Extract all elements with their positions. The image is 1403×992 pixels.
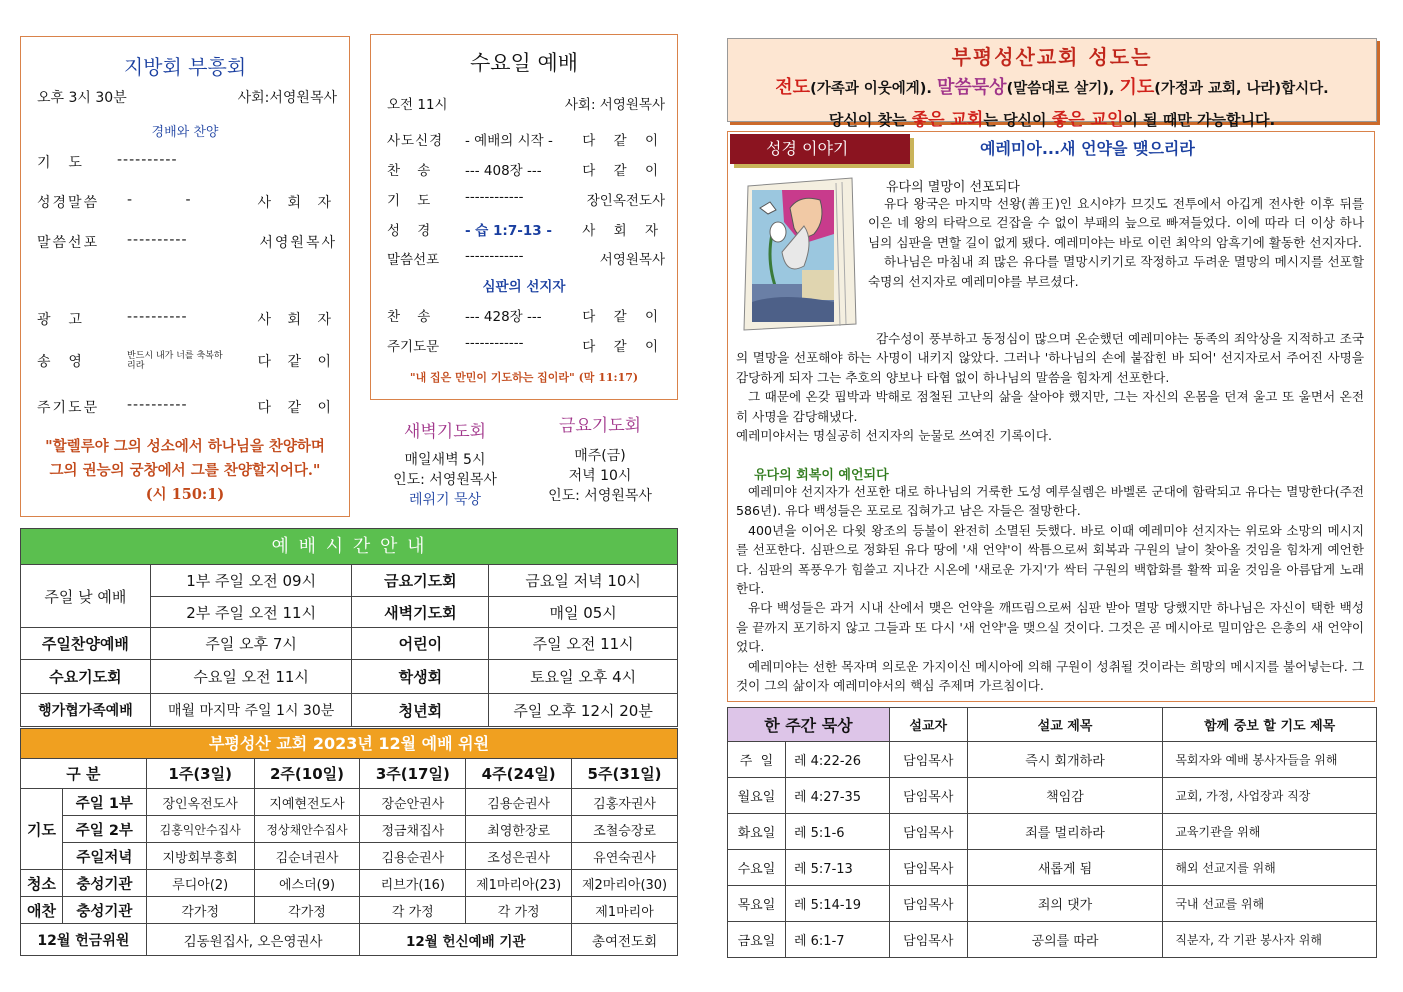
table-row: 청소 충성기관 루디아(2) 에스더(9) 리브가(16) 제1마리아(23) 제2마리아(30) <box>21 870 678 897</box>
wednesday-box <box>370 34 678 400</box>
committee-header: 부평성산 교회 2023년 12월 예배 위원 <box>20 728 678 758</box>
table-row: 주일찬양예배 주일 오후 7시 어린이 주일 오전 11시 <box>21 628 678 660</box>
story-para-group-3 <box>736 482 1364 695</box>
story-paragraph: 감수성이 풍부하고 동정심이 많으며 온순했던 예레미야는 동족의 죄악상을 지적하고 조국의 멸망을 선포해야 하는 사명이 내키지 않았다. 그러나 '하나님의 손에 붙잡힌 바 되어' 선지자로서 주어진 사명을 감당하게 되자 그는 추호의 양보나 타협 없이 하나님의 말씀을 힘차게 선포한다. <box>736 331 1364 385</box>
table-row: 수요일 레 5:7-13 담임목사 새롭게 됨 해외 선교지를 위해 <box>728 850 1377 886</box>
banner-line1: 전도(가족과 이웃에게). 말씀묵상(말씀대로 살기), 기도(가정과 교회, 나라)합시다. <box>775 77 1329 98</box>
story-paragraph: 그 때문에 온갖 핍박과 박해로 점철된 고난의 삶을 살아야 했지만, 그는 자신의 온몸을 던져 울고 또 울면서 온전히 사명을 감당해냈다. <box>736 389 1364 424</box>
story-paragraph: 유다 백성들은 과거 시내 산에서 맺은 언약을 깨뜨림으로써 심판 받아 멸망 당했지만 하나님은 자신이 택한 백성을 끝까지 포기하지 않고 그들과 또 다시 '새 언약'을 맺으실 것이다. 그것은 곧 메시아로 밀미암은 은총의 새 언약이었다. <box>736 600 1364 655</box>
story-para-group-1 <box>868 194 1364 291</box>
table-row: 행가협가족예배 매월 마지막 주일 1시 30분 청년회 주일 오후 12시 20분 <box>21 694 678 727</box>
table-row: 주 일 레 4:22-26 담임목사 즉시 회개하라 목회자와 예배 봉사자들을 위해 <box>728 742 1377 778</box>
table-row: 애찬 충성기관 각가정 각가정 각 가정 각 가정 제1마리아 <box>21 897 678 924</box>
table-row: 금요일 레 6:1-7 담임목사 공의를 따라 직분자, 각 기관 봉사자 위해 <box>728 922 1377 958</box>
story-paragraph: 유다 왕국은 마지막 선왕(善王)인 요시야가 므깃도 전투에서 아깁게 전사한 이후 뒤를 이은 네 왕의 타락으로 걷잡을 수 없이 부패의 늪으로 빠져들었다. 이에 따라 더 이상 하나님의 심판을 면할 길이 없게 됐다. 예레미야는 바로 이런 최악의 암흑기에 활동한 선지자다. <box>868 196 1364 250</box>
story-paragraph: 400년을 이어온 다윗 왕조의 등불이 완전히 소멸된 듯했다. 바로 이때 예레미야 선지자는 위로와 소망의 메시지를 선포한다. 심판으로 정화된 유다 땅에 '새 언약'이 싹틈으로써 회복과 구원의 날이 찾아올 것임을 힘차게 예언한다. 심판의 폭풍우가 힘쓸고 지나간 시온에 '새로운 가지'가 싹터 구원의 백합화를 활짝 피울 것임을 아름답게 노래한다. <box>736 522 1364 597</box>
story-heading-1: 유다의 멸망이 선포되다 <box>886 180 1020 195</box>
friday-prayer-block: 금요기도회 매주(금) 저녁 10시 인도: 서영원목사 <box>530 416 670 506</box>
schedule-table: 주일 낮 예배 1부 주일 오전 09시 금요기도회 금요일 저녁 10시 2부 주일 오전 11시 새벽기도회 매일 05시 주일찬양예배 주일 오후 7시 어린이 주일 오전 11시 수요기도회 수요일 오전 11시 학생회 토요일 오후 4시 행가협가족예배 매월 마지막 주일 1시 30분 청년회 주일 오후 12시 20분 <box>20 564 678 727</box>
table-row: 주일 2부 김홍익안수집사 정상채안수집사 정금채집사 최영한장로 조철승장로 <box>21 816 678 843</box>
revival-item: 기 도 ---------- <box>37 152 178 171</box>
revival-section-label: 경배와 찬양 <box>151 125 219 140</box>
revival-item: 광 고 ---------- 사 회 자 <box>37 309 337 328</box>
revival-verse: "할렐루야 그의 성소에서 하나님을 찬양하며 그의 권능의 궁창에서 그를 찬양할지어다." (시 150:1) <box>45 438 325 503</box>
table-row: 월요일 레 4:27-35 담임목사 책임감 교회, 가정, 사업장과 직장 <box>728 778 1377 814</box>
revival-item: 말씀선포 ---------- 서영원목사 <box>37 232 337 251</box>
revival-host: 사회:서영원목사 <box>237 90 337 106</box>
table-row: 목요일 레 5:14-19 담임목사 죄의 댓가 국내 선교를 위해 <box>728 886 1377 922</box>
table-row: 화요일 레 5:1-6 담임목사 죄를 멀리하라 교육기관을 위해 <box>728 814 1377 850</box>
wed-item: 찬 송 --- 428장 --- 다 같 이 <box>387 309 665 325</box>
bible-story-title: 예레미아...새 언약을 맺으리라 <box>980 139 1195 158</box>
wed-item: 말씀선포 ------------ 서영원목사 <box>387 248 665 268</box>
story-para-group-2 <box>736 329 1364 445</box>
story-paragraph: 예레미야 선지자가 선포한 대로 하나님의 거룩한 도성 예루실렘은 바벨론 군대에 함락되고 유다는 멸망한다(주전 586년). 유다 백성들은 포로로 집혀가고 남은 자들은 절망한다. <box>736 484 1364 519</box>
revival-time: 오후 3시 30분 <box>37 90 127 106</box>
wed-item: 기 도 ------------ 장인옥전도사 <box>387 189 665 209</box>
jeremiah-illustration <box>742 174 860 332</box>
wed-sermon-title: 심판의 선지자 <box>482 279 566 295</box>
dawn-prayer-block: 새벽기도회 매일새벽 5시 인도: 서영원목사 레위기 묵상 <box>380 422 510 510</box>
wed-time: 오전 11시 <box>387 97 448 113</box>
sunday-label: 주일 낮 예배 <box>21 565 151 628</box>
story-paragraph: 예레미야는 선한 목자며 의로운 가지이신 메시아에 의해 구원이 성취될 것이라는 희망의 메시지를 불어넣는다. 그것이 그의 삶이자 예레미야서의 핵심 주제며 가르침이다. <box>736 658 1364 694</box>
wed-item: 주기도문 ------------ 다 같 이 <box>387 335 665 355</box>
table-row: 기도 주일 1부 장인옥전도사 지예현전도사 장순안권사 김용순권사 김홍자권사 <box>21 789 678 816</box>
friday-prayer-title: 금요기도회 <box>558 416 642 436</box>
story-paragraph: 하나님은 마침내 죄 많은 유다를 멸망시키기로 작정하고 두려운 멸망의 메시지를 선포할 숙명의 선지자로 예레미야를 부르셨다. <box>868 254 1364 289</box>
schedule-header: 예 배 시 간 안 내 <box>20 528 678 564</box>
weekly-head-title: 한 주간 묵상 <box>728 708 890 742</box>
story-heading-2: 유다의 회복이 예언되다 <box>754 468 889 483</box>
revival-item: 주기도문 ---------- 다 같 이 <box>37 397 337 416</box>
church-banner <box>727 38 1377 130</box>
wed-host: 사회: 서영원목사 <box>564 97 665 113</box>
bible-story-box <box>727 131 1375 702</box>
revival-item: 성경말씀 - - 사 회 자 <box>37 192 337 211</box>
dawn-prayer-title: 새벽기도회 <box>403 422 487 442</box>
table-row: 12월 헌금위원 김동원집사, 오은영권사 12월 헌신예배 기관 총여전도회 <box>21 924 678 956</box>
wed-item: 찬 송 --- 408장 --- 다 같 이 <box>387 163 665 179</box>
district-revival-box <box>20 36 350 517</box>
table-row: 주일저녁 지방회부흥회 김순녀권사 김용순권사 조성은권사 유연숙권사 <box>21 843 678 870</box>
district-revival-title: 지방회 부흥회 <box>123 55 247 79</box>
story-paragraph: 예레미야서는 명실공히 선지자의 눈물로 쓰여진 기록이다. <box>736 428 1052 444</box>
revival-item: 송 영 반드시 내가 너를 축복하리라 다 같 이 <box>37 351 337 371</box>
wed-verse: "내 집은 만민이 기도하는 집이라" (막 11:17) <box>409 371 639 384</box>
weekly-meditation-table: 한 주간 묵상 설교자 설교 제목 함께 중보 할 기도 제목 주 일 레 4:22-26 담임목사 즉시 회개하라 목회자와 예배 봉사자들을 위해 월요일 레 4:27-35 담임목사 책임감 교회, 가정, 사업장과 직장 화요일 레 5:1-6 담임목사 죄를 멀리하라 교육기관을 위해 수요일 레 5:7-13 담임목사 새롭게 됨 해외 선교지를 위해 목요일 레 5:14-19 담임목사 죄의 댓가 국내 선교를 위해 금요일 레 6:1-7 담임목사 공의를 따라 직분자, 각 기관 봉사자 위해 <box>727 707 1377 958</box>
committee-table: 구 분 1주(3일) 2주(10일) 3주(17일) 4주(24일) 5주(31일) 기도 주일 1부 장인옥전도사 지예현전도사 장순안권사 김용순권사 김홍자권사 주일 2부 김홍익안수집사 정상채안수집사 정금채집사 최영한장로 조철승장로 주일저녁 지방회부흥회 김순녀권사 김용순권사 조성은권사 유연숙권사 청소 충성기관 루디아(2) 에스더(9) 리브가(16) 제1마리아(23) 제2마리아(30) 애찬 충성기관 각가정 각가정 각 가정 각 가정 제1마리아 12월 헌금위원 김동원집사, 오은영권사 12월 헌신예배 기관 총여전도회 <box>20 758 678 956</box>
banner-title: 부평성산교회 성도는 <box>951 45 1153 69</box>
banner-line2: 당신이 찾는 좋은 교회는 당신이 좋은 교인이 될 때만 가능합니다. <box>828 110 1276 130</box>
wednesday-title: 수요일 예배 <box>469 51 579 75</box>
wed-item: 사도신경 - 예배의 시작 - 다 같 이 <box>387 133 665 149</box>
bible-story-tag: 성경 이야기 <box>730 134 910 164</box>
wed-item: 성 경 - 습 1:7-13 - 사 회 자 <box>387 223 665 239</box>
table-row: 수요기도회 수요일 오전 11시 학생회 토요일 오후 4시 <box>21 660 678 694</box>
